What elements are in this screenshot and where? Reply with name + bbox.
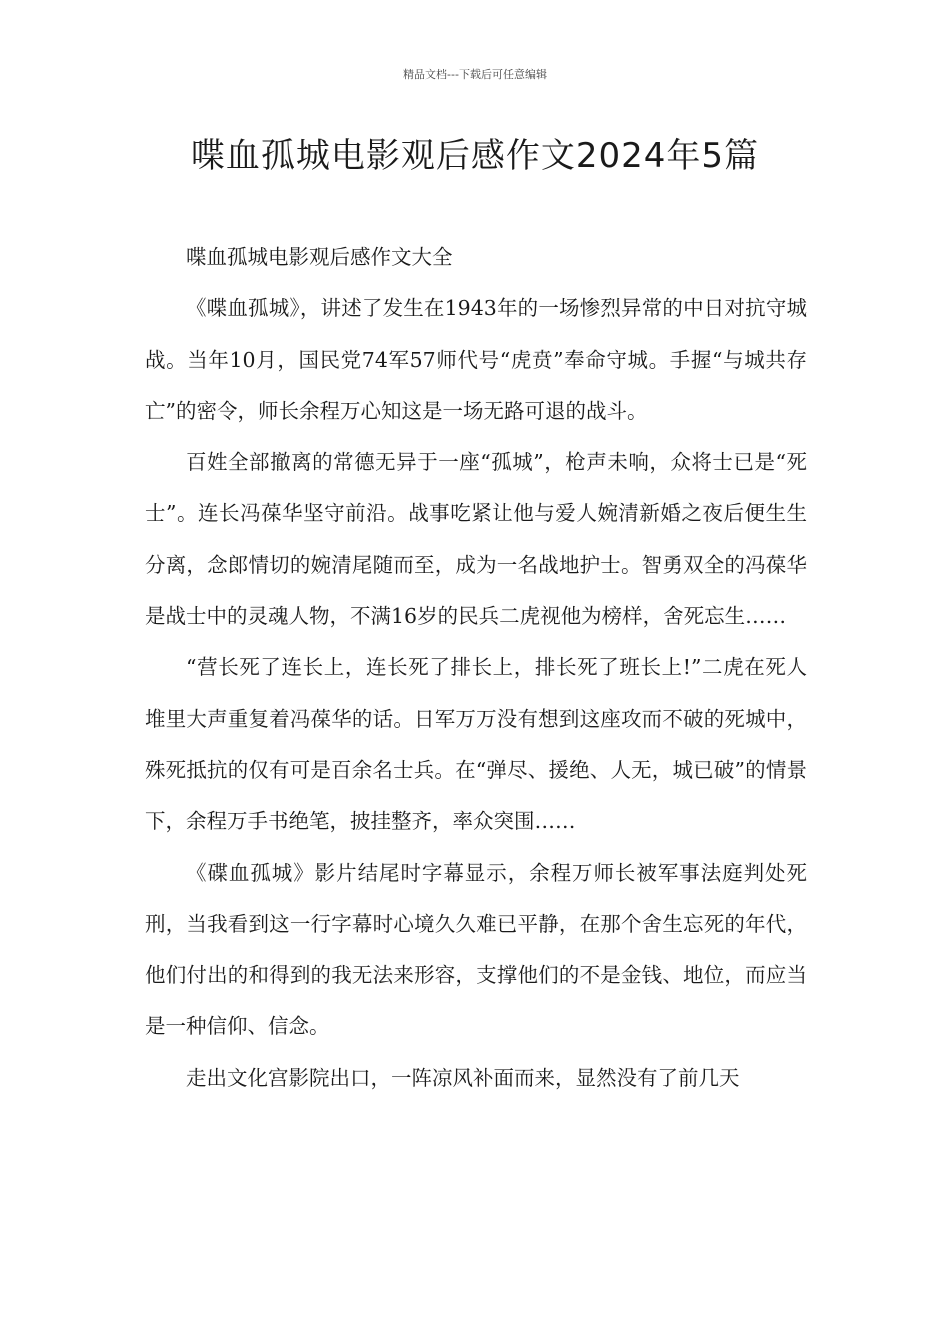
- document-body: [145, 232, 807, 1104]
- paragraph-subtitle: 喋血孤城电影观后感作文大全: [186, 245, 453, 269]
- paragraph: “营长死了连长上，连长死了排长上，排长死了班长上!”二虎在死人堆里大声重复着冯葆华的话。日军万万没有想到这座攻而不破的死城中，殊死抵抗的仅有可是百余名士兵。在“弹尽、援绝、人无，城已破”的情景下，余程万手书绝笔，披挂整齐，率众突围……: [145, 655, 807, 834]
- document-title: 喋血孤城电影观后感作文2024年5篇: [190, 136, 760, 176]
- paragraph: 走出文化宫影院出口，一阵凉风补面而来，显然没有了前几天: [186, 1065, 740, 1090]
- paragraph: 《碟血孤城》影片结尾时字幕显示，余程万师长被军事法庭判处死刑，当我看到这一行字幕时心境久久难已平静，在那个舍生忘死的年代，他们付出的和得到的我无法来形容，支撑他们的不是金钱、地位，而应当是一种信仰、信念。: [145, 860, 807, 1039]
- header-note: 精品文档---下载后可任意编辑: [403, 68, 547, 81]
- paragraph: 《喋血孤城》，讲述了发生在1943年的一场惨烈异常的中日对抗守城战。当年10月，国民党74军57师代号“虎贲”奉命守城。手握“与城共存亡”的密令，师长余程万心知这是一场无路可退的战斗。: [145, 296, 807, 423]
- paragraph: 百姓全部撤离的常德无异于一座“孤城”，枪声未响，众将士已是“死士”。连长冯葆华坚守前沿。战事吃紧让他与爱人婉清新婚之夜后便生生分离，念郎情切的婉清尾随而至，成为一名战地护士。智勇双全的冯葆华是战士中的灵魂人物，不满16岁的民兵二虎视他为榜样，舍死忘生……: [145, 450, 807, 629]
